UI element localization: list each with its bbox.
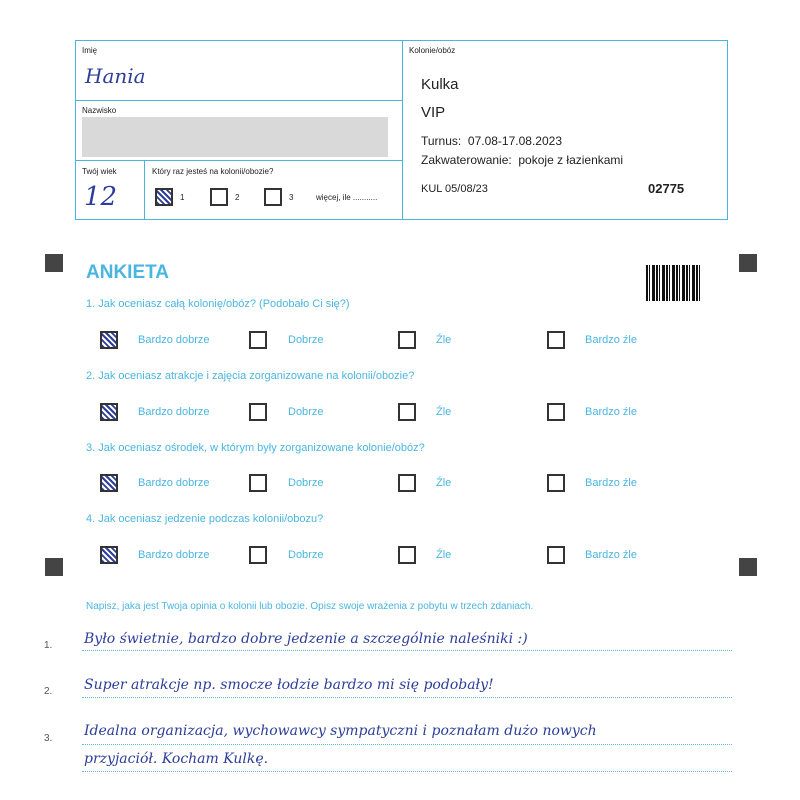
q1-label-bardzo-dobrze: Bardzo dobrze	[138, 334, 210, 346]
q2-checkbox-dobrze[interactable]	[249, 403, 267, 421]
opinion-prompt: Napisz, jaka jest Twoja opinia o kolonii lub obozie. Opisz swoje wrażenia z pobytu w trzech zdaniach.	[86, 601, 534, 612]
ktory-raz-label: Który raz jesteś na kolonii/obozie?	[152, 167, 274, 176]
visit-count-checkbox-2[interactable]	[210, 188, 228, 206]
q1-label-dobrze: Dobrze	[288, 334, 324, 346]
q3-label-zle: Źle	[436, 477, 452, 489]
q2-checkbox-zle[interactable]	[398, 403, 416, 421]
visit-count-label-2: 2	[235, 193, 240, 202]
question-1: 1. Jak oceniasz całą kolonię/obóz? (Podobało Ci się?)	[86, 298, 350, 310]
q4-label-bardzo-dobrze: Bardzo dobrze	[138, 549, 210, 561]
q2-label-bardzo-dobrze: Bardzo dobrze	[138, 406, 210, 418]
q2-label-bardzo-zle: Bardzo źle	[585, 406, 637, 418]
q3-label-dobrze: Dobrze	[288, 477, 324, 489]
q2-checkbox-bardzo-dobrze[interactable]	[100, 403, 118, 421]
header-divider-age	[144, 160, 145, 220]
q3-label-bardzo-dobrze: Bardzo dobrze	[138, 477, 210, 489]
q3-checkbox-zle[interactable]	[398, 474, 416, 492]
question-3: 3. Jak oceniasz ośrodek, w którym były zorganizowane kolonie/obóz?	[86, 442, 425, 454]
barcode	[646, 265, 700, 301]
header-divider-h1	[75, 100, 402, 101]
opinion-line-2[interactable]: Super atrakcje np. smocze łodzie bardzo mi się podobały!	[84, 677, 494, 693]
wiecej-label: więcej, ile ...........	[316, 193, 378, 202]
registration-marker-top-left	[45, 254, 63, 272]
visit-count-checkbox-1[interactable]	[155, 188, 173, 206]
q2-label-zle: Źle	[436, 406, 452, 418]
q3-label-bardzo-zle: Bardzo źle	[585, 477, 637, 489]
opinion-line-number-2: 2.	[44, 686, 53, 697]
opinion-dotline-1	[82, 650, 732, 651]
wiek-label: Twój wiek	[82, 167, 117, 176]
opinion-dotline-2	[82, 697, 732, 698]
q4-checkbox-dobrze[interactable]	[249, 546, 267, 564]
q1-checkbox-zle[interactable]	[398, 331, 416, 349]
kolonie-name: Kulka	[421, 76, 459, 93]
q1-label-zle: Źle	[436, 334, 452, 346]
q3-checkbox-bardzo-zle[interactable]	[547, 474, 565, 492]
form-number: 02775	[648, 181, 685, 196]
q4-checkbox-bardzo-zle[interactable]	[547, 546, 565, 564]
turnus-text: Turnus: 07.08-17.08.2023	[421, 134, 562, 148]
q4-checkbox-zle[interactable]	[398, 546, 416, 564]
zakwaterowanie-text: Zakwaterowanie: pokoje z łazienkami	[421, 153, 624, 167]
q3-checkbox-dobrze[interactable]	[249, 474, 267, 492]
registration-marker-bottom-right	[739, 558, 757, 576]
q3-checkbox-bardzo-dobrze[interactable]	[100, 474, 118, 492]
question-4: 4. Jak oceniasz jedzenie podczas kolonii/obozu?	[86, 513, 324, 525]
opinion-line-4[interactable]: przyjaciół. Kocham Kulkę.	[84, 751, 269, 767]
kolonie-label: Kolonie/obóz	[409, 46, 456, 55]
q1-checkbox-dobrze[interactable]	[249, 331, 267, 349]
opinion-dotline-3	[82, 744, 732, 745]
q4-label-zle: Źle	[436, 549, 452, 561]
opinion-line-number-3: 3.	[44, 733, 53, 744]
opinion-line-number-1: 1.	[44, 640, 53, 651]
q1-label-bardzo-zle: Bardzo źle	[585, 334, 637, 346]
q1-checkbox-bardzo-zle[interactable]	[547, 331, 565, 349]
wiek-value: 12	[84, 182, 118, 212]
visit-count-label-3: 3	[289, 193, 294, 202]
header-divider-h2	[75, 160, 402, 161]
q2-label-dobrze: Dobrze	[288, 406, 324, 418]
survey-title: ANKIETA	[86, 262, 170, 283]
imie-value: Hania	[85, 64, 146, 88]
kolonie-code: KUL 05/08/23	[421, 183, 488, 195]
q4-label-dobrze: Dobrze	[288, 549, 324, 561]
header-divider-vertical	[402, 40, 403, 220]
q1-checkbox-bardzo-dobrze[interactable]	[100, 331, 118, 349]
q2-checkbox-bardzo-zle[interactable]	[547, 403, 565, 421]
q4-checkbox-bardzo-dobrze[interactable]	[100, 546, 118, 564]
question-2: 2. Jak oceniasz atrakcje i zajęcia zorganizowane na kolonii/obozie?	[86, 370, 415, 382]
imie-label: Imię	[82, 46, 98, 55]
nazwisko-redacted	[82, 117, 388, 157]
registration-marker-bottom-left	[45, 558, 63, 576]
opinion-dotline-4	[82, 771, 732, 772]
opinion-line-1[interactable]: Było świetnie, bardzo dobre jedzenie a szczególnie naleśniki :)	[84, 631, 528, 647]
nazwisko-label: Nazwisko	[82, 106, 117, 115]
visit-count-label-1: 1	[180, 193, 185, 202]
registration-marker-top-right	[739, 254, 757, 272]
kolonie-type: VIP	[421, 104, 446, 121]
opinion-line-3[interactable]: Idealna organizacja, wychowawcy sympatyczni i poznałam dużo nowych	[84, 723, 597, 739]
q4-label-bardzo-zle: Bardzo źle	[585, 549, 637, 561]
visit-count-checkbox-3[interactable]	[264, 188, 282, 206]
